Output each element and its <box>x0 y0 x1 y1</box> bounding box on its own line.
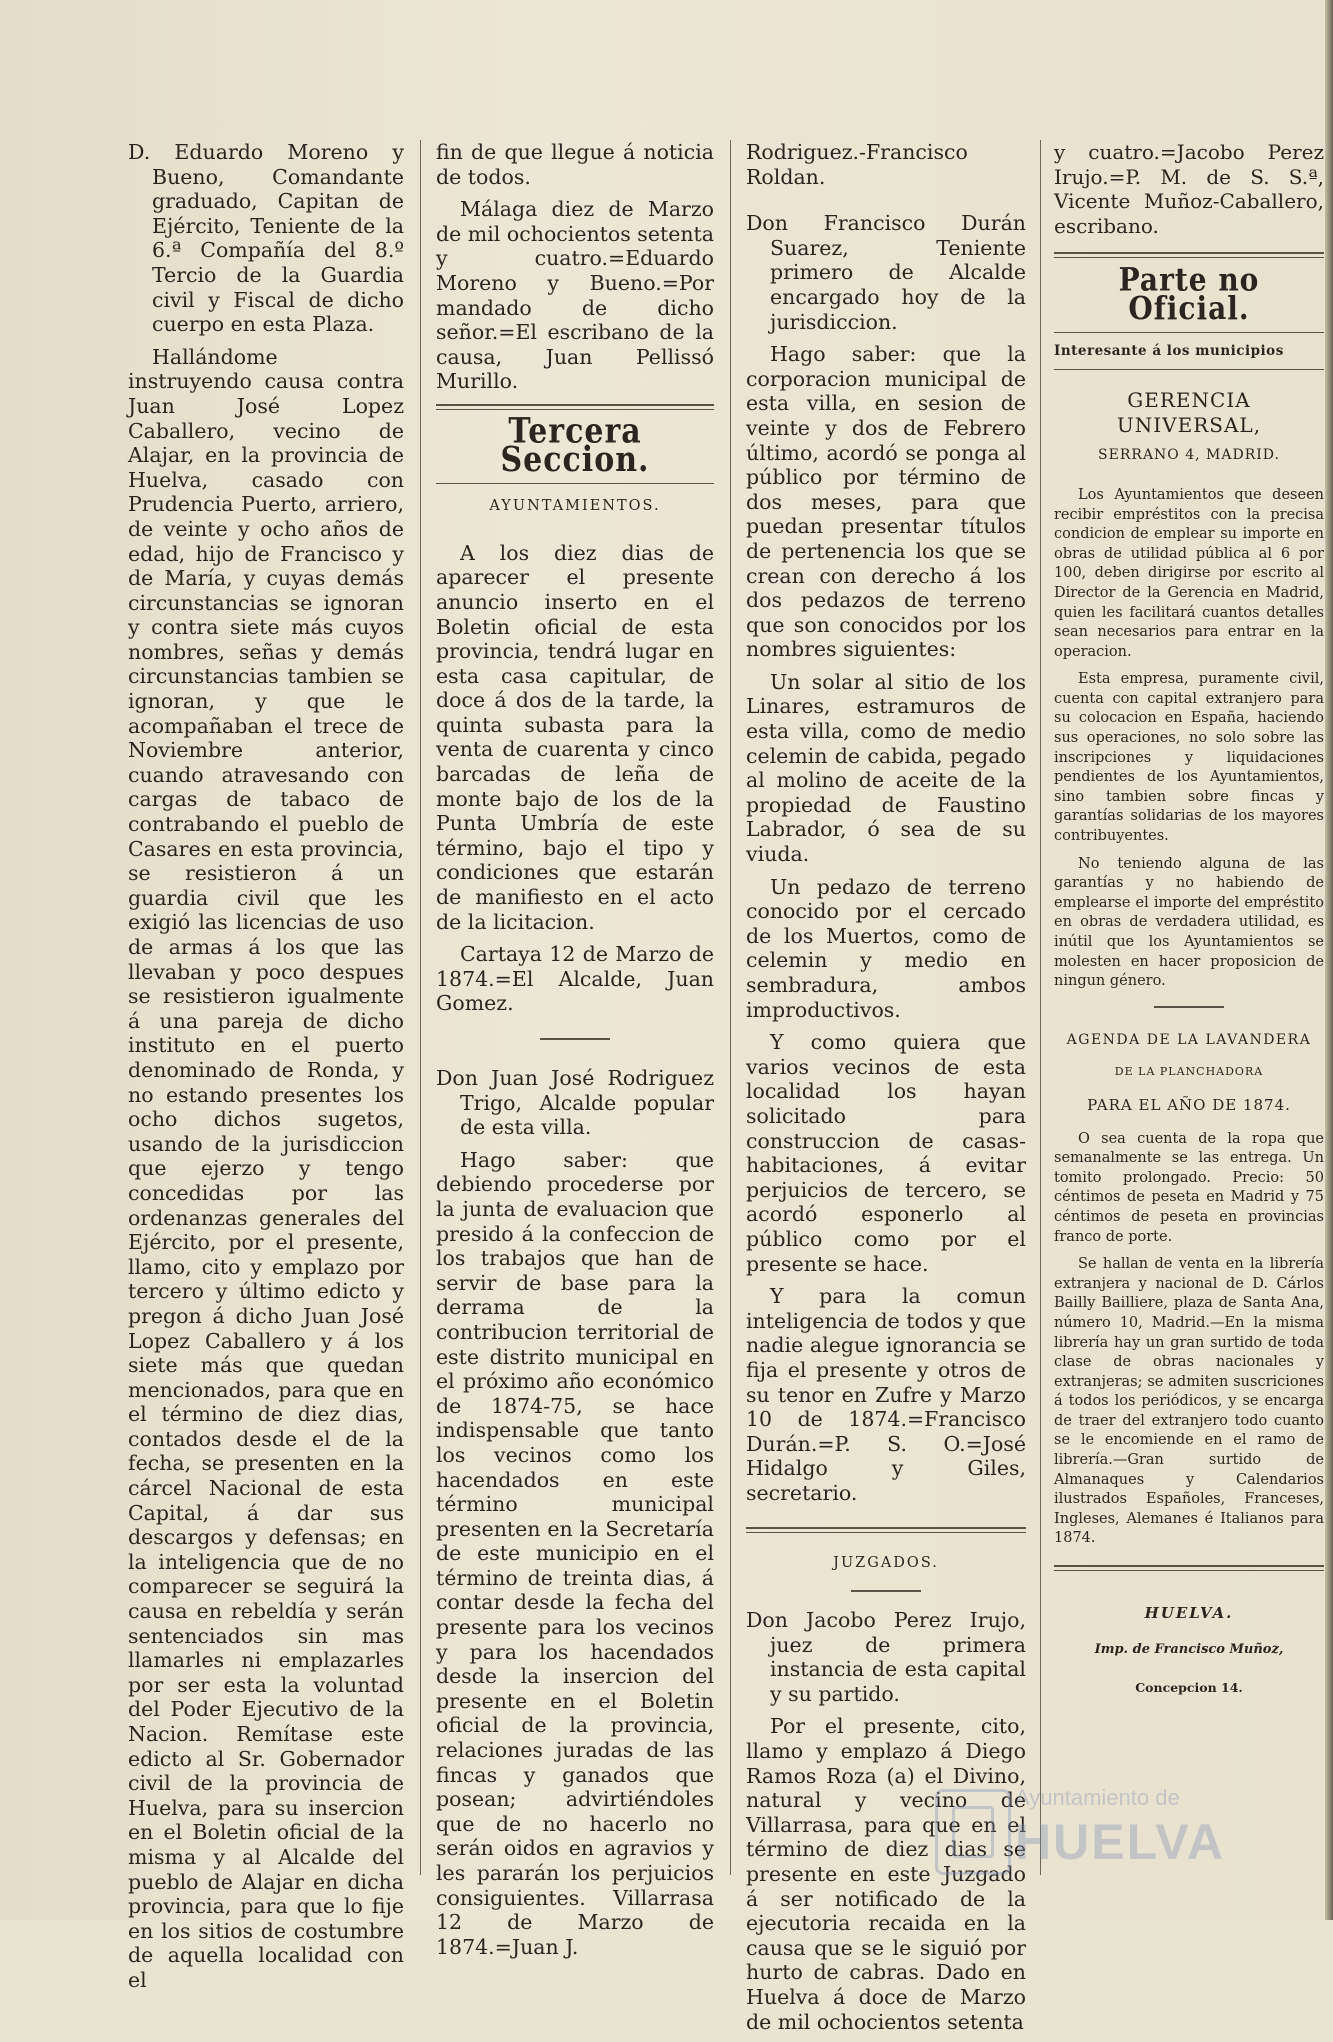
colophon-address: Concepcion 14. <box>1135 1680 1243 1696</box>
short-separator <box>540 1038 610 1040</box>
notice-zufre-heading: Don Francisco Durán Suarez, Teniente primero de Alcalde encargado hoy de la jurisdiccion. <box>746 211 1026 334</box>
notice-cartaya-signature: Cartaya 12 de Marzo de 1874.=El Alcalde, Juan Gomez. <box>436 942 714 1016</box>
notice-zufre-signature: Y para la comun inteligencia de todos y que nadie alegue ignorancia se fija el presente y otros de su tenor en Zufre y Marzo 10 de 1874.=Francisco Durán.=P. S. O.=José Hidalgo y Giles, secretario. <box>746 1284 1026 1505</box>
notice-zufre-item: Un pedazo de terreno conocido por el cercado de los Muertos, como de celemin y medio en sembradura, ambos improductivos. <box>746 874 1026 1022</box>
column-divider <box>730 140 731 1875</box>
title-rule <box>1054 332 1324 333</box>
notice-villarrasa-body: Hago saber: que debiendo procederse por la junta de evaluacion que presido á la confeccion de los trabajos que han de servir de base para la derrama de la contribucion territorial de este distrito municipal en el próximo año económico de 1874-75, se hace indispensable que tanto los vecinos como los hacendados en este término municipal presenten en la Secretaría de este municipio en el término de treinta dias, á contar desde la fecha del presente para los vecinos y para los hacendados desde la insercion del presente en el Boletin oficial de la provincia, relaciones juradas de las fincas y ganados que posean; advirtiéndoles que de no hacerlo no serán oidos en agravios y les pararán los perjuicios consiguientes. Villarrasa 12 de Marzo de 1874.=Juan J. <box>436 1147 714 1959</box>
section-subtitle: AYUNTAMIENTOS. <box>489 498 661 515</box>
page-edge <box>1325 0 1333 1920</box>
edict-signature: Málaga diez de Marzo de mil ochocientos setenta y cuatro.=Eduardo Moreno y Bueno.=Por mandado de dicho señor.=El escribano de la causa, Juan Pellissó Murillo. <box>436 197 714 394</box>
ad-paragraph: No teniendo alguna de las garantías y no habiendo de emplearse el importe del empréstito en obras de verdadera utilidad, es inútil que los Ayuntamientos se molesten en hacer proposicion de ningun género. <box>1054 855 1324 990</box>
watermark-line1: Ayuntamiento de <box>1015 1785 1180 1810</box>
section-separator <box>1054 252 1324 258</box>
column-4 <box>1054 140 1324 1701</box>
ad-address: SERRANO 4, MADRID. <box>1098 447 1280 464</box>
section-title: Tercera Seccion. <box>500 411 650 480</box>
title-rule <box>436 483 714 484</box>
notice-zufre-item: Un solar al sitio de los Linares, estramuros de esta villa, como de medio celemin de cabida, pegado al molino de aceite de la propiedad de Faustino Labrador, ó sea de su viuda. <box>746 669 1026 867</box>
notice-villarrasa-signature: Rodriguez.-Francisco Roldan. <box>746 140 968 189</box>
short-separator <box>851 1590 921 1592</box>
notice-juzgado-body: Por el presente, cito, llamo y emplazo á Diego Ramos Roza (a) el Divino, natural y vecino de Villarrasa, para que en el término de diez dias se presente en este Juzgado á ser notificado de la ejecutoria recaida en la causa que se le siguió por hurto de cabras. Dado en Huelva á doce de Marzo de mil ochocientos setenta <box>746 1714 1026 2034</box>
notice-zufre-body: Hago saber: que la corporacion municipal de esta villa, en sesion de veinte y dos de Febrero último, acordó se ponga al público por término de dos meses, para que puedan presentar títulos de pertenencia los que se crean con derecho á los dos pedazos de terreno que son conocidos por los nombres siguientes: <box>746 342 1026 662</box>
colophon-city: HUELVA. <box>1144 1604 1234 1623</box>
column-3 <box>746 140 1026 2042</box>
edict-body: Hallándome instruyendo causa contra Juan José Lopez Caballero, vecino de Alajar, en la provincia de Huelva, casado con Prudencia Puerto, arriero, de veinte y ocho años de edad, hijo de Francisco y de María, y cuyas demás circunstancias se ignoran y contra siete más cuyos nombres, señas y demás circunstancias tambien se ignoran, y que le acompañaban el trece de Noviembre anterior, cuando atravesando con cargas de tabaco de contrabando el pueblo de Casares en esta provincia, se resistieron á un guardia civil que les exigió las licencias de uso de armas á los que las llevaban y poco despues se resistieron igualmente á una pareja de dicho instituto en el puerto denominado de Ronda, y no estando presentes los ocho dichos sugetos, usando de la jurisdiccion que ejerzo y tengo concedidas por las ordenanzas generales del Ejército, por el presente, llamo, cito y emplazo por tercero y último edicto y pregon á dicho Juan José Lopez Caballero y á los siete más que quedan mencionados, para que en el término de diez dias, contados desde el de la fecha, se presenten en la cárcel Nacional de esta Capital, á dar sus descargos y defensas; en la inteligencia que de no comparecer se seguirá la causa en rebeldía y serán sentenciados sin mas llamarles ni emplazarles por ser esta la voluntad del Poder Ejecutivo de la Nacion. Remítase este edicto al Sr. Gobernador civil de la provincia de Huelva, para su insercion en el Boletin oficial de la misma y al Alcalde del pueblo de Alajar en dicha provincia, para que lo fije en los sitios de costumbre de aquella localidad con el <box>128 344 404 1992</box>
agenda-year: PARA EL AÑO DE 1874. <box>1087 1095 1291 1114</box>
edict-heading: D. Eduardo Moreno y Bueno, Comandante graduado, Capitan de Ejército, Teniente de la 6.ª Compañía del 8.º Tercio de la Guardia civil y Fiscal de dicho cuerpo en esta Plaza. <box>128 140 404 337</box>
notice-zufre-body: Y como quiera que varios vecinos de esta localidad los hayan solicitado para construccion de casas-habitaciones, á evitar perjuicios de tercero, se acordó esponerlo al público como por el presente se hace. <box>746 1030 1026 1276</box>
agenda-paragraph: O sea cuenta de la ropa que semanalmente se las entrega. Un tomito prolongado. Precio: 50 céntimos de peseta en Madrid y 75 céntimos de peseta en provincias franco de porte. <box>1054 1130 1324 1245</box>
agenda-subtitle: DE LA PLANCHADORA <box>1114 1065 1264 1079</box>
archive-logo-icon <box>935 1789 1011 1875</box>
agenda-title: AGENDA DE LA LAVANDERA <box>1066 1031 1312 1048</box>
agenda-paragraph: Se hallan de venta en la librería extranjera y nacional de D. Cárlos Bailly Bailliere, plaza de Santa Ana, número 10, Madrid.—En la misma librería hay un gran surtido de toda clase de obras nacionales y extranjeras; se admiten suscriciones á todos los periódicos, y se encarga de traer del extranjero todo cuanto se le encomiende en el ramo de librería.—Gran surtido de Almanaques y Calendarios ilustrados Españoles, Franceses, Ingleses, Alemanes é Italianos para 1874. <box>1054 1256 1324 1547</box>
colophon-separator <box>1054 1565 1324 1571</box>
section-separator <box>436 404 714 410</box>
colophon <box>1054 1601 1324 1701</box>
notice-juzgado-signature: y cuatro.=Jacobo Perez Irujo.=P. M. de S. S.ª, Vicente Muñoz-Caballero, escribano. <box>1054 140 1324 238</box>
archive-watermark <box>935 1775 1265 1895</box>
colophon-printer: Imp. de Francisco Muñoz, <box>1094 1641 1284 1657</box>
ad-title: GERENCIA UNIVERSAL, <box>1116 388 1262 437</box>
header-rule <box>1054 369 1324 370</box>
column-divider <box>420 140 421 1875</box>
notice-cartaya: A los diez dias de aparecer el presente anuncio inserto en el Boletin oficial de esta provincia, tendrá lugar en esta casa capitular, de doce á dos de la tarde, la quinta subasta para la venta de cuarenta y cinco barcadas de leña de monte bajo de los de la Punta Umbría de este término, bajo el tipo y condiciones que estarán de manifiesto en el acto de la licitacion. <box>436 540 714 934</box>
watermark-line2: HUELVA <box>1015 1814 1226 1870</box>
ad-header: Interesante á los municipios <box>1054 342 1284 359</box>
column-2 <box>436 140 714 1967</box>
ad-paragraph: Los Ayuntamientos que deseen recibir empréstitos con la precisa condicion de emplear su importe en obras de utilidad pública al 6 por 100, deben dirigirse por escrito al Director de la Gerencia en Madrid, quien les facilitará cuantos detalles sean necesarios para entrar en la operacion. <box>1054 486 1324 660</box>
short-separator <box>1154 1006 1224 1008</box>
ad-paragraph: Esta empresa, puramente civil, cuenta con capital extranjero para su colocacion en España, haciendo sus operaciones, no solo sobre las inscripciones y liquidaciones pendientes de los Ayuntamientos, sino tambien sobre fincas y garantías solidarias de los mayores contribuyentes. <box>1054 671 1324 845</box>
notice-villarrasa-heading: Don Juan José Rodriguez Trigo, Alcalde popular de esta villa. <box>436 1066 714 1140</box>
edict-continuation: fin de que llegue á noticia de todos. <box>436 140 714 189</box>
column-divider <box>1040 140 1041 1875</box>
notice-juzgado-heading: Don Jacobo Perez Irujo, juez de primera instancia de esta capital y su partido. <box>746 1608 1026 1706</box>
section-separator <box>746 1527 1026 1533</box>
column-1 <box>128 140 404 2001</box>
section-subtitle: JUZGADOS. <box>833 1555 939 1572</box>
section-title: Parte no Oficial. <box>1118 260 1260 328</box>
